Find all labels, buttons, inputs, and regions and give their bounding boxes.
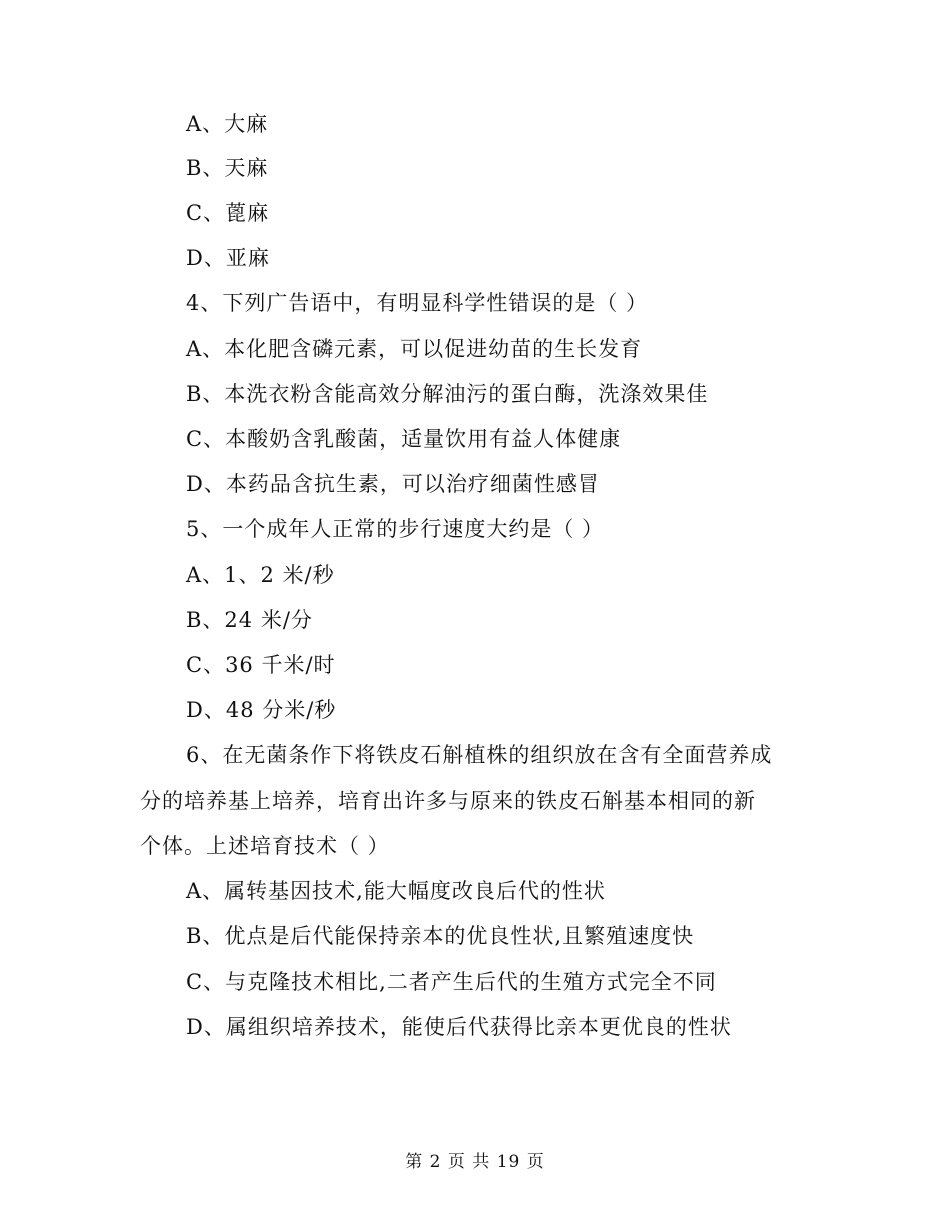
q4-option-d: D、本药品含抗生素，可以治疗细菌性感冒 [186, 472, 600, 496]
q6-option-a: A、属转基因技术,能大幅度改良后代的性状 [186, 879, 606, 903]
q4-stem: 4、下列广告语中，有明显科学性错误的是（ ） [186, 291, 649, 315]
q6-option-b: B、优点是后代能保持亲本的优良性状,且繁殖速度快 [186, 924, 695, 948]
q5-option-b: B、24 米/分 [186, 608, 313, 632]
q5-option-a: A、1、2 米/秒 [186, 563, 335, 587]
q6-option-c: C、与克隆技术相比,二者产生后代的生殖方式完全不同 [186, 970, 717, 994]
q3-option-b: B、天麻 [186, 156, 269, 180]
q5-option-d: D、48 分米/秒 [186, 698, 337, 722]
q5-stem: 5、一个成年人正常的步行速度大约是（ ） [186, 517, 605, 541]
q4-option-a: A、本化肥含磷元素，可以促进幼苗的生长发育 [186, 337, 643, 361]
q3-option-d: D、亚麻 [186, 246, 270, 270]
q6-stem-line2: 分的培养基上培养，培育出许多与原来的铁皮石斛基本相同的新 [140, 789, 756, 813]
q6-stem-line1: 6、在无菌条作下将铁皮石斛植株的组织放在含有全面营养成 [186, 743, 773, 767]
q6-stem-line3: 个体。上述培育技术（ ） [140, 834, 390, 858]
page-number-footer: 第 2 页 共 19 页 [405, 1152, 545, 1172]
q4-option-b: B、本洗衣粉含能高效分解油污的蛋白酶，洗涤效果佳 [186, 382, 709, 406]
q3-option-a: A、大麻 [186, 112, 269, 136]
q6-option-d: D、属组织培养技术，能使后代获得比亲本更优良的性状 [186, 1015, 732, 1039]
q5-option-c: C、36 千米/时 [186, 653, 336, 677]
q4-option-c: C、本酸奶含乳酸菌，适量饮用有益人体健康 [186, 427, 622, 451]
q3-option-c: C、蓖麻 [186, 201, 270, 225]
